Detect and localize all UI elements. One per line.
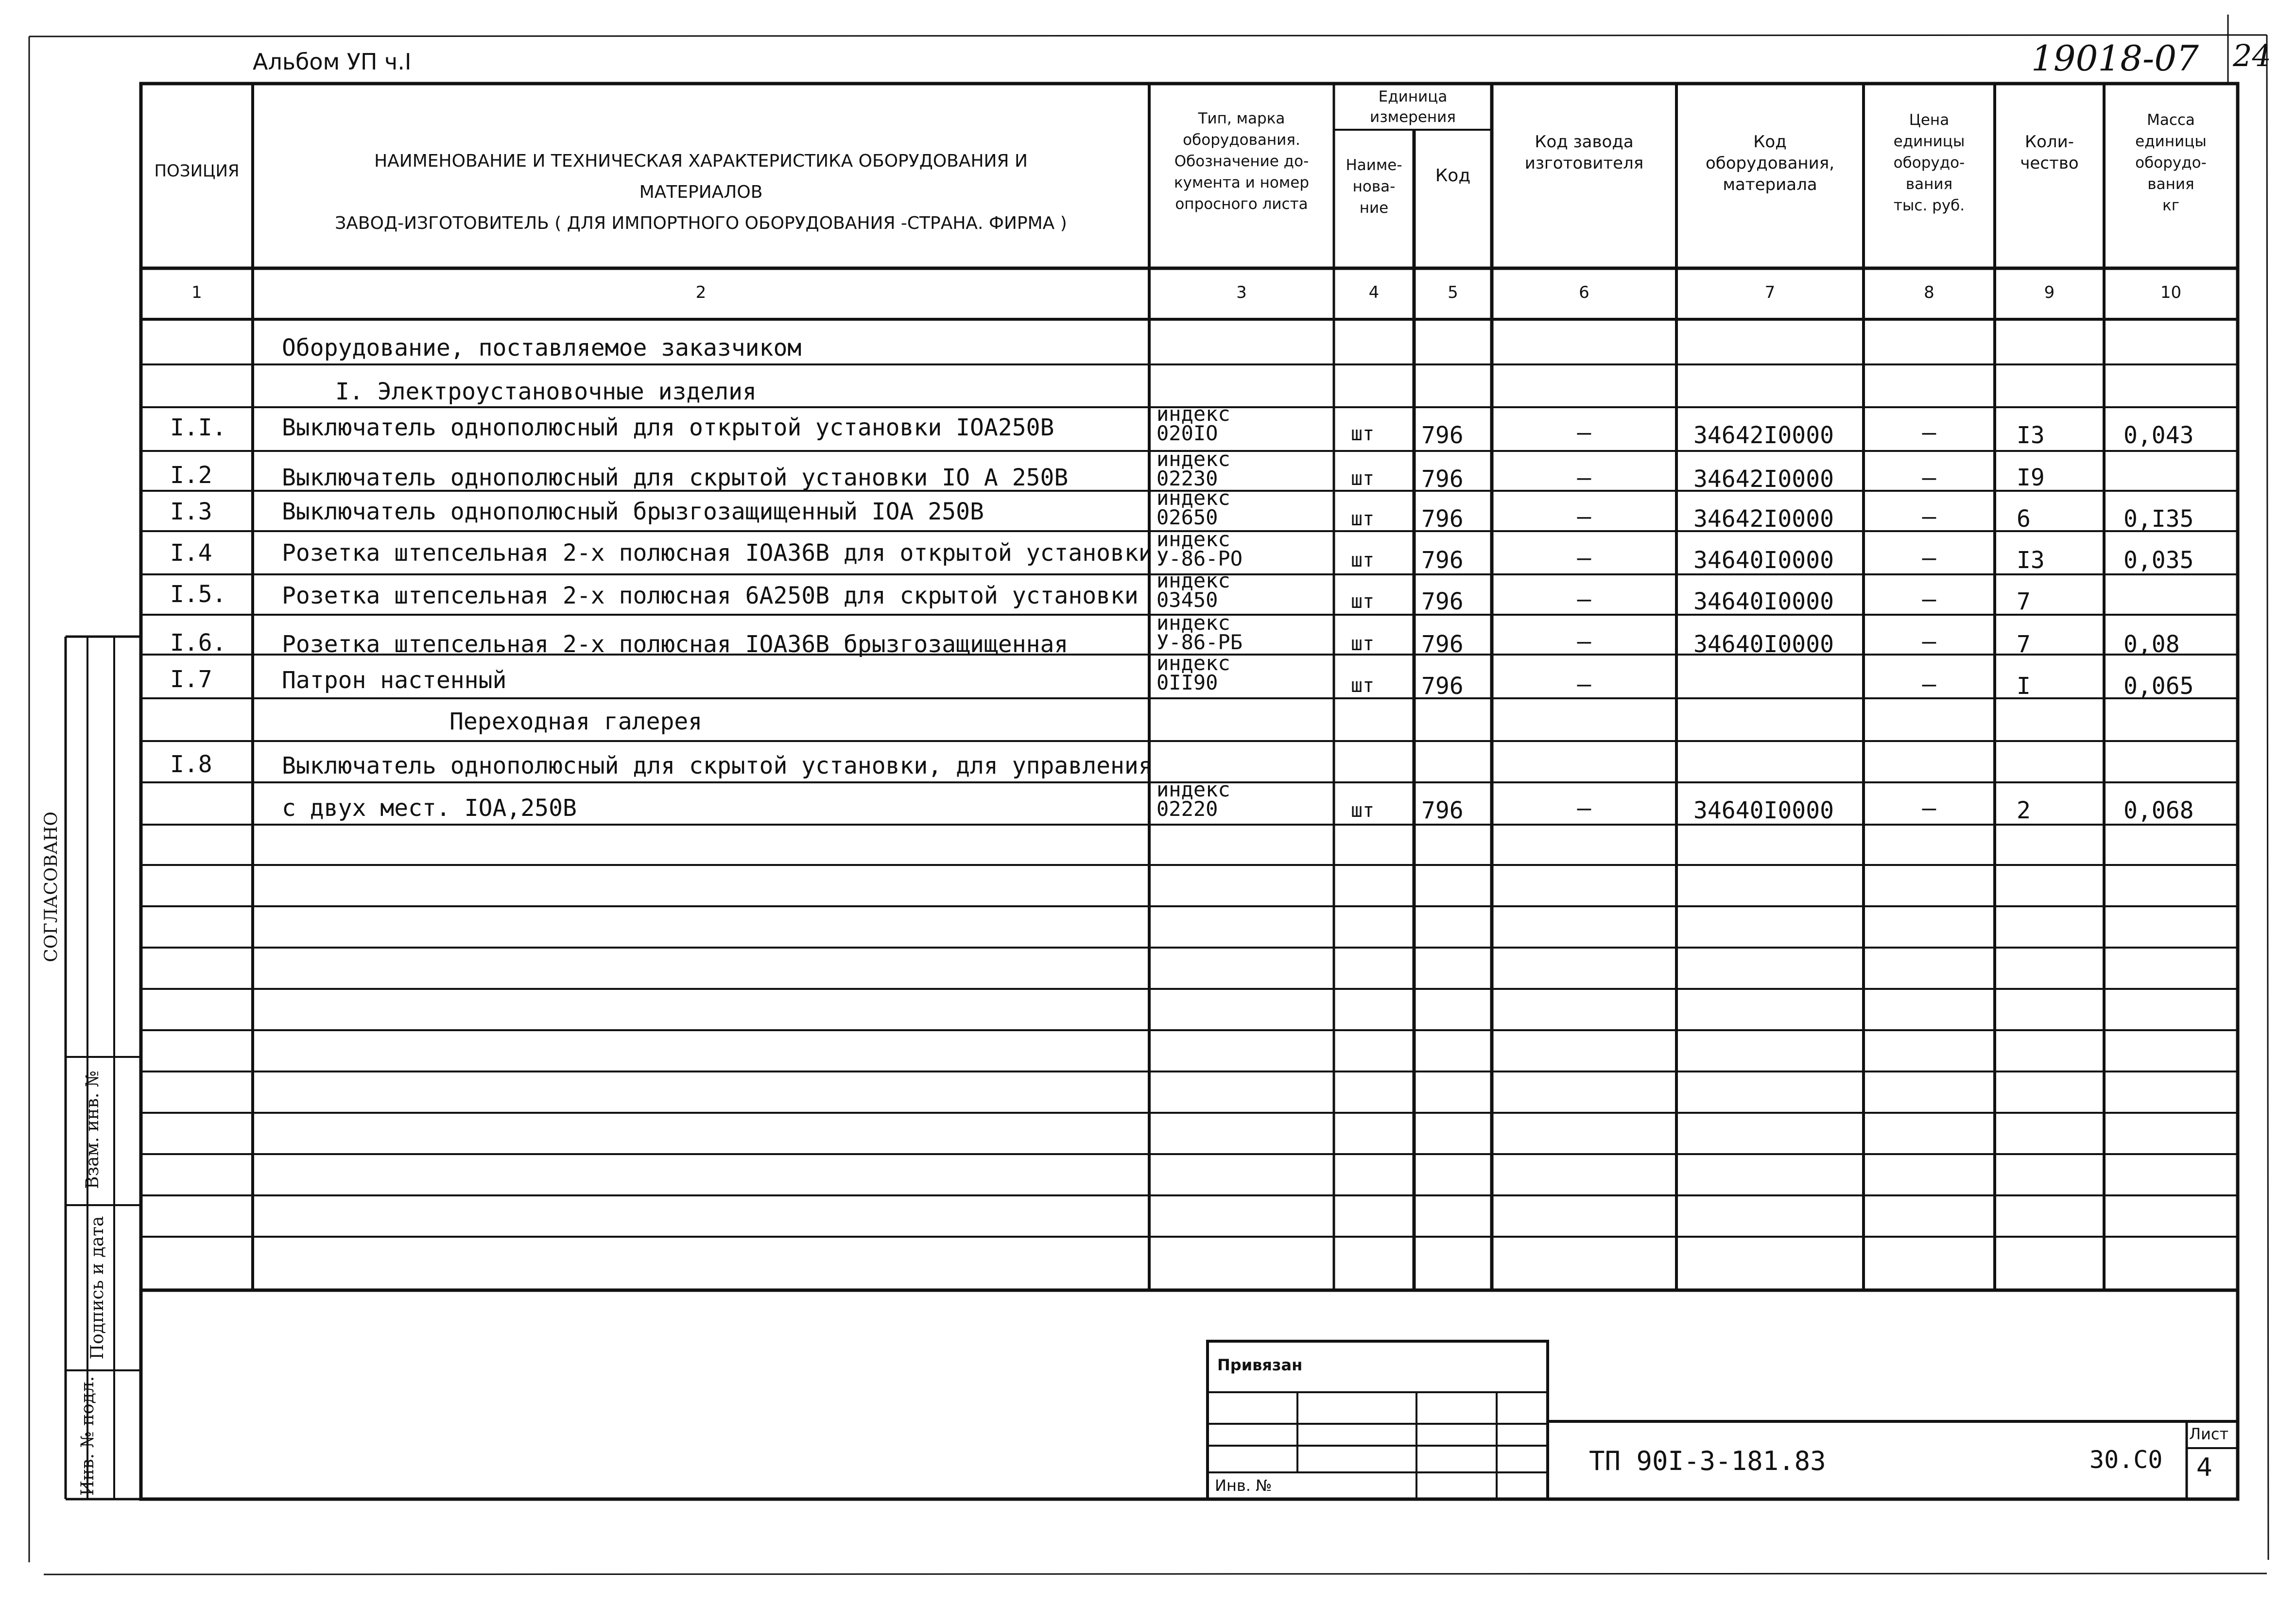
header-position: ПОЗИЦИЯ xyxy=(154,161,240,181)
code-cell: 796 xyxy=(1421,505,1464,533)
agreed-stamp: СОГЛАСОВАНО xyxy=(41,812,61,962)
column-number: 3 xyxy=(1236,283,1247,302)
mass-cell: 0,035 xyxy=(2123,547,2194,574)
unit-cell: шт xyxy=(1351,674,1375,697)
qty-cell: I3 xyxy=(2017,422,2045,449)
header-unit-code: Код xyxy=(1435,166,1471,186)
code-cell: 796 xyxy=(1421,422,1464,449)
equip-code-cell: 34642I0000 xyxy=(1693,422,1834,449)
name-cell: Розетка штепсельная 2-х полюсная 6A250B для скрытой установки xyxy=(282,582,1139,609)
doc-cell: индекс У-86-РО xyxy=(1157,527,1243,570)
factory-cell: – xyxy=(1577,544,1591,571)
section-heading: I. Электроустановочные изделия xyxy=(335,378,757,405)
price-cell: – xyxy=(1922,419,1936,446)
unit-cell: шт xyxy=(1351,799,1375,822)
column-number: 6 xyxy=(1579,283,1589,302)
position-cell: I.3 xyxy=(170,498,212,525)
name-cell-continued: с двух мест. IOA,250B xyxy=(282,795,577,822)
position-cell: I.6. xyxy=(170,629,226,657)
qty-cell: I xyxy=(2017,673,2031,700)
header-quantity: Коли- чество xyxy=(2020,132,2079,173)
factory-cell: – xyxy=(1577,419,1591,446)
header-doc: Тип, марка оборудования. Обозначение до- кумента и номер опросного листа xyxy=(1174,110,1310,213)
doc-cell: индекс 020IO xyxy=(1157,402,1230,445)
bound-label: Привязан xyxy=(1217,1356,1303,1374)
price-cell: – xyxy=(1922,544,1936,571)
mass-cell: 0,065 xyxy=(2123,673,2194,700)
factory-cell: – xyxy=(1577,503,1591,530)
section-heading: Оборудование, поставляемое заказчиком xyxy=(282,334,802,362)
header-mass: Масса единицы оборудо- вания кг xyxy=(2135,111,2207,214)
equip-code-cell: 34640I0000 xyxy=(1693,588,1834,615)
position-cell: I.2 xyxy=(170,462,212,489)
inventory-swap-label: Взам. инв. № xyxy=(83,1071,103,1189)
price-cell: – xyxy=(1922,795,1936,822)
column-number: 4 xyxy=(1368,283,1380,302)
name-cell: Патрон настенный xyxy=(282,667,507,694)
section-heading: Переходная галерея xyxy=(449,708,703,735)
factory-cell: – xyxy=(1577,586,1591,613)
name-cell: Выключатель однополюсный для открытой установки IOA250B xyxy=(282,414,1054,441)
code-cell: 796 xyxy=(1421,631,1464,658)
equip-code-cell: 34642I0000 xyxy=(1693,466,1834,493)
header-unit-group: Единица измерения xyxy=(1370,88,1456,126)
qty-cell: I9 xyxy=(2017,464,2045,491)
doc-cell: индекс 0II90 xyxy=(1157,651,1230,694)
mass-cell: 0,08 xyxy=(2123,631,2180,658)
album-label: Альбом УП ч.I xyxy=(253,49,412,75)
header-equipment-code: Код оборудования, материала xyxy=(1705,132,1835,194)
position-cell: I.I. xyxy=(170,414,226,441)
section-code: 30.C0 xyxy=(2089,1446,2163,1474)
sheet-number: 4 xyxy=(2196,1453,2213,1482)
header-price: Цена единицы оборудо- вания тыс. руб. xyxy=(1893,111,1965,214)
doc-cell: индекс 02650 xyxy=(1157,486,1230,529)
price-cell: – xyxy=(1922,628,1936,655)
handwritten-number: 19018-07 xyxy=(2031,38,2199,79)
factory-cell: – xyxy=(1577,628,1591,655)
page-number: 24 xyxy=(2233,38,2271,73)
doc-cell: индекс 03450 xyxy=(1157,569,1230,612)
price-cell: – xyxy=(1922,503,1936,530)
unit-cell: шт xyxy=(1351,508,1375,530)
factory-cell: – xyxy=(1577,671,1591,698)
qty-cell: 7 xyxy=(2017,631,2031,658)
code-cell: 796 xyxy=(1421,673,1464,700)
price-cell: – xyxy=(1922,586,1936,613)
name-cell: Выключатель однополюсный для скрытой установки IO A 250B xyxy=(282,464,1069,491)
name-cell: Розетка штепсельная 2-х полюсная IOA36B для открытой установки xyxy=(282,539,1153,567)
unit-cell: шт xyxy=(1351,590,1375,613)
price-cell: – xyxy=(1922,671,1936,698)
factory-cell: – xyxy=(1577,795,1591,822)
column-number: 2 xyxy=(695,283,707,302)
column-number: 8 xyxy=(1924,283,1934,302)
doc-cell: индекс У-86-РБ xyxy=(1157,611,1243,654)
code-cell: 796 xyxy=(1421,588,1464,615)
position-cell: I.7 xyxy=(170,666,212,693)
position-cell: I.4 xyxy=(170,539,212,567)
position-cell: I.5. xyxy=(170,581,226,608)
qty-cell: 7 xyxy=(2017,588,2031,615)
column-number: 7 xyxy=(1764,283,1776,302)
code-cell: 796 xyxy=(1421,547,1464,574)
equip-code-cell: 34640I0000 xyxy=(1693,547,1834,574)
doc-cell: индекс 02230 xyxy=(1157,447,1230,490)
qty-cell: 2 xyxy=(2017,797,2031,824)
inv-no-label: Инв. № xyxy=(1215,1476,1272,1495)
column-number: 9 xyxy=(2044,283,2055,302)
name-cell: Розетка штепсельная 2-х полюсная IOA36B брызгозащищенная xyxy=(282,631,1069,658)
unit-cell: шт xyxy=(1351,633,1375,655)
equip-code-cell: 34640I0000 xyxy=(1693,631,1834,658)
qty-cell: 6 xyxy=(2017,505,2031,533)
column-number: 5 xyxy=(1448,283,1458,302)
inventory-original-label: Инв. № подл. xyxy=(78,1376,98,1496)
header-name: НАИМЕНОВАНИЕ И ТЕХНИЧЕСКАЯ ХАРАКТЕРИСТИКА ОБОРУДОВАНИЯ И МАТЕРИАЛОВ ЗАВОД-ИЗГОТОВИТЕЛЬ ( ДЛЯ ИМПОРТНОГО ОБОРУДОВАНИЯ -СТРАНА. ФИРМА ) xyxy=(335,151,1067,233)
name-cell: Выключатель однополюсный брызгозащищенный IOA 250B xyxy=(282,498,984,525)
unit-cell: шт xyxy=(1351,423,1375,445)
position-cell: I.8 xyxy=(170,751,212,778)
unit-cell: шт xyxy=(1351,549,1375,571)
mass-cell: 0,I35 xyxy=(2123,505,2194,533)
factory-cell: – xyxy=(1577,464,1591,491)
qty-cell: I3 xyxy=(2017,547,2045,574)
column-number: 10 xyxy=(2160,283,2182,302)
sign-date-label: Подпись и дата xyxy=(87,1216,107,1360)
column-number: 1 xyxy=(191,283,202,302)
mass-cell: 0,043 xyxy=(2123,422,2194,449)
sheet-label: Лист xyxy=(2189,1425,2229,1443)
name-cell: Выключатель однополюсный для скрытой установки, для управления xyxy=(282,752,1153,779)
code-cell: 796 xyxy=(1421,797,1464,824)
code-cell: 796 xyxy=(1421,466,1464,493)
price-cell: – xyxy=(1922,464,1936,491)
document-designation: ТП 90I-3-181.83 xyxy=(1589,1446,1826,1476)
doc-cell: индекс 02220 xyxy=(1157,778,1230,821)
header-unit-name: Наиме- нова- ние xyxy=(1346,156,1402,217)
equip-code-cell: 34642I0000 xyxy=(1693,505,1834,533)
equip-code-cell: 34640I0000 xyxy=(1693,797,1834,824)
unit-cell: шт xyxy=(1351,467,1375,490)
header-factory-code: Код завода изготовителя xyxy=(1524,132,1644,173)
mass-cell: 0,068 xyxy=(2123,797,2194,824)
